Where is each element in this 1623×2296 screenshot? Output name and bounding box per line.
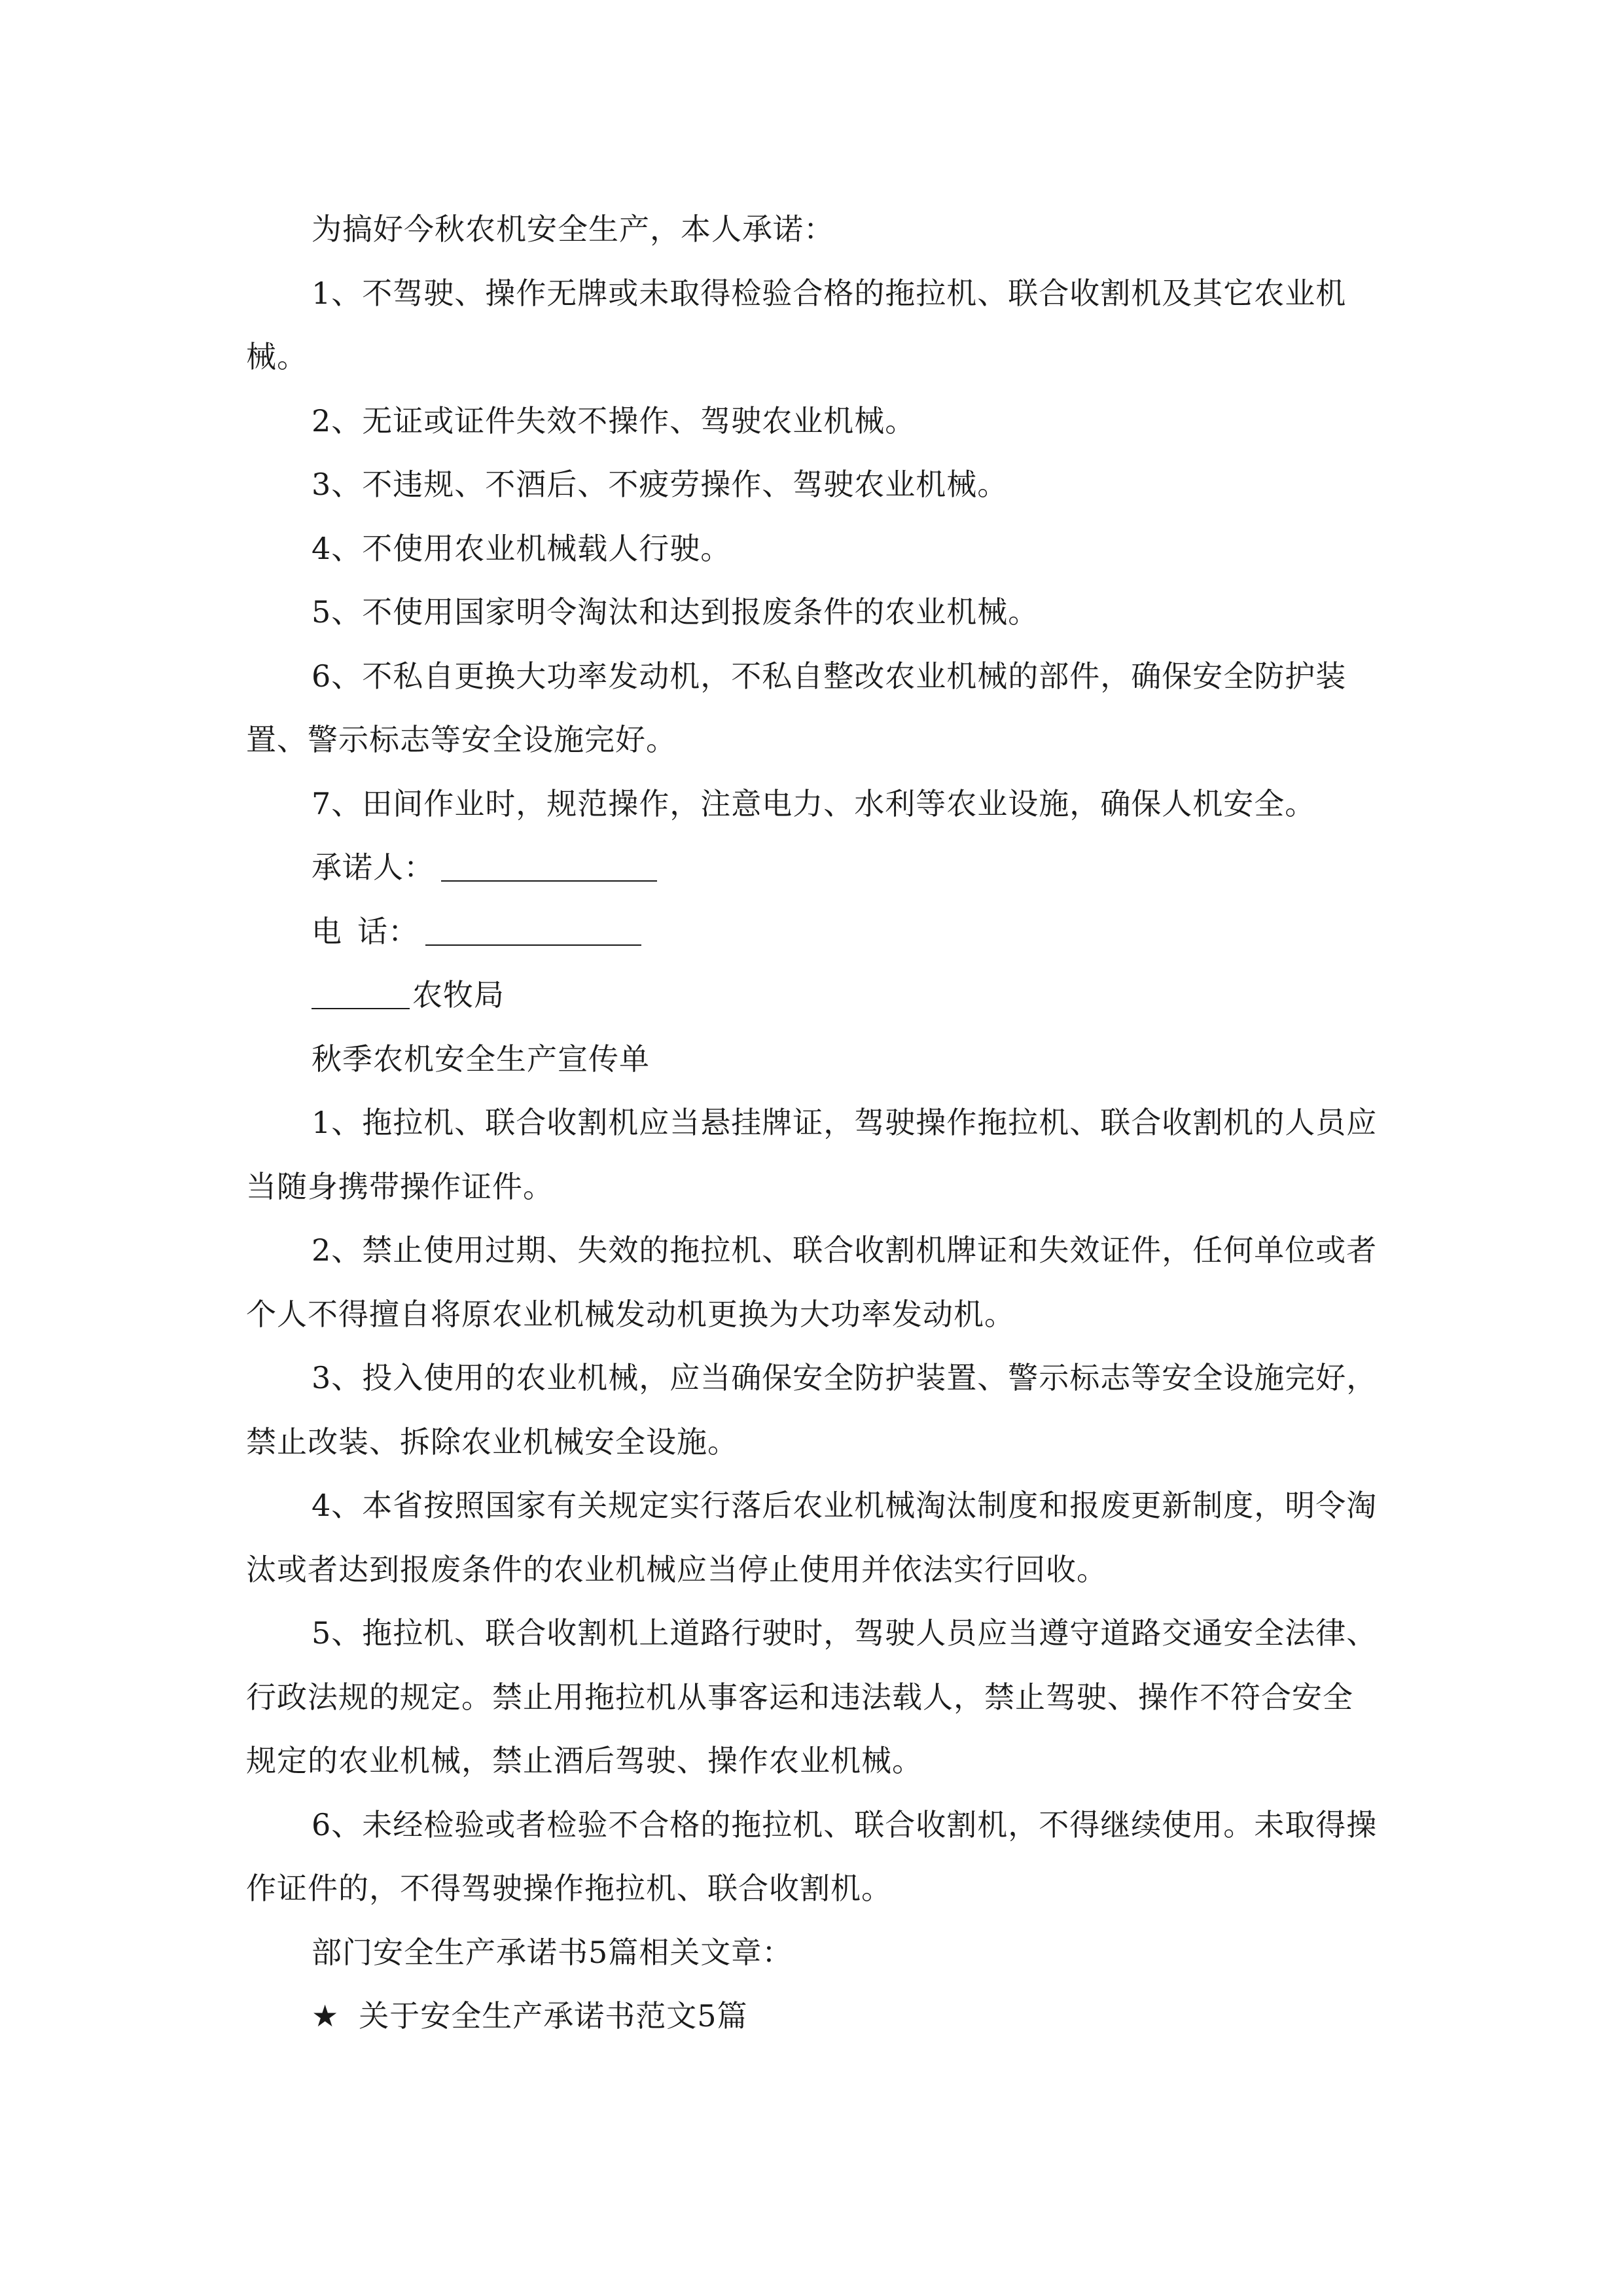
leaflet-item-2: 2、禁止使用过期、失效的拖拉机、联合收割机牌证和失效证件，任何单位或者个人不得擅自将原农业机械发动机更换为大功率发动机。: [246, 1232, 1378, 1332]
phone-label-b: 话：: [357, 913, 419, 949]
leaflet-item-1: 1、拖拉机、联合收割机应当悬挂牌证，驾驶操作拖拉机、联合收割机的人员应当随身携带操作证件。: [246, 1105, 1378, 1204]
pledge-item-3: 3、不违规、不酒后、不疲劳操作、驾驶农业机械。: [312, 467, 1008, 502]
phone-blank[interactable]: [425, 916, 641, 946]
signer-blank[interactable]: [441, 852, 657, 882]
org-line: [246, 963, 1378, 1028]
phone-label-a: 电: [312, 913, 357, 949]
org-label: 农牧局: [412, 977, 505, 1013]
leaflet-item-4: 4、本省按照国家有关规定实行落后农业机械淘汰制度和报废更新制度，明令淘汰或者达到报废条件的农业机械应当停止使用并依法实行回收。: [246, 1488, 1378, 1587]
related-article-link[interactable]: 关于安全生产承诺书范文5篇: [359, 1998, 748, 2034]
star-icon: ★: [312, 1998, 340, 2034]
signer-line: [246, 836, 1378, 900]
leaflet-item-6: 6、未经检验或者检验不合格的拖拉机、联合收割机，不得继续使用。未取得操作证件的，不得驾驶操作拖拉机、联合收割机。: [246, 1806, 1378, 1906]
leaflet-item-3: 3、投入使用的农业机械，应当确保安全防护装置、警示标志等安全设施完好，禁止改装、拆除农业机械安全设施。: [246, 1360, 1378, 1460]
pledge-item-5: 5、不使用国家明令淘汰和达到报废条件的农业机械。: [312, 594, 1039, 630]
leaflet-title: 秋季农机安全生产宣传单: [312, 1041, 650, 1077]
pledge-item-4: 4、不使用农业机械载人行驶。: [312, 530, 732, 566]
pledge-intro: 为搞好今秋农机安全生产，本人承诺：: [312, 211, 834, 247]
phone-line: [246, 900, 1378, 964]
pledge-item-1: 1、不驾驶、操作无牌或未取得检验合格的拖拉机、联合收割机及其它农业机械。: [246, 275, 1347, 374]
pledge-item-2: 2、无证或证件失效不操作、驾驶农业机械。: [312, 403, 916, 439]
document-body: [246, 198, 1378, 2049]
signer-label: 承诺人：: [312, 850, 435, 885]
pledge-item-6: 6、不私自更换大功率发动机，不私自整改农业机械的部件，确保安全防护装置、警示标志等安全设施完好。: [246, 658, 1347, 757]
pledge-item-7: 7、田间作业时，规范操作，注意电力、水利等农业设施，确保人机安全。: [312, 785, 1316, 821]
related-article-item: [246, 1984, 1378, 2049]
related-heading: 部门安全生产承诺书5篇相关文章：: [312, 1934, 793, 1970]
org-blank[interactable]: [312, 979, 410, 1009]
leaflet-item-5: 5、拖拉机、联合收割机上道路行驶时，驾驶人员应当遵守道路交通安全法律、行政法规的规定。禁止用拖拉机从事客运和违法载人，禁止驾驶、操作不符合安全规定的农业机械，禁止酒后驾驶、操作农业机械。: [246, 1615, 1378, 1778]
